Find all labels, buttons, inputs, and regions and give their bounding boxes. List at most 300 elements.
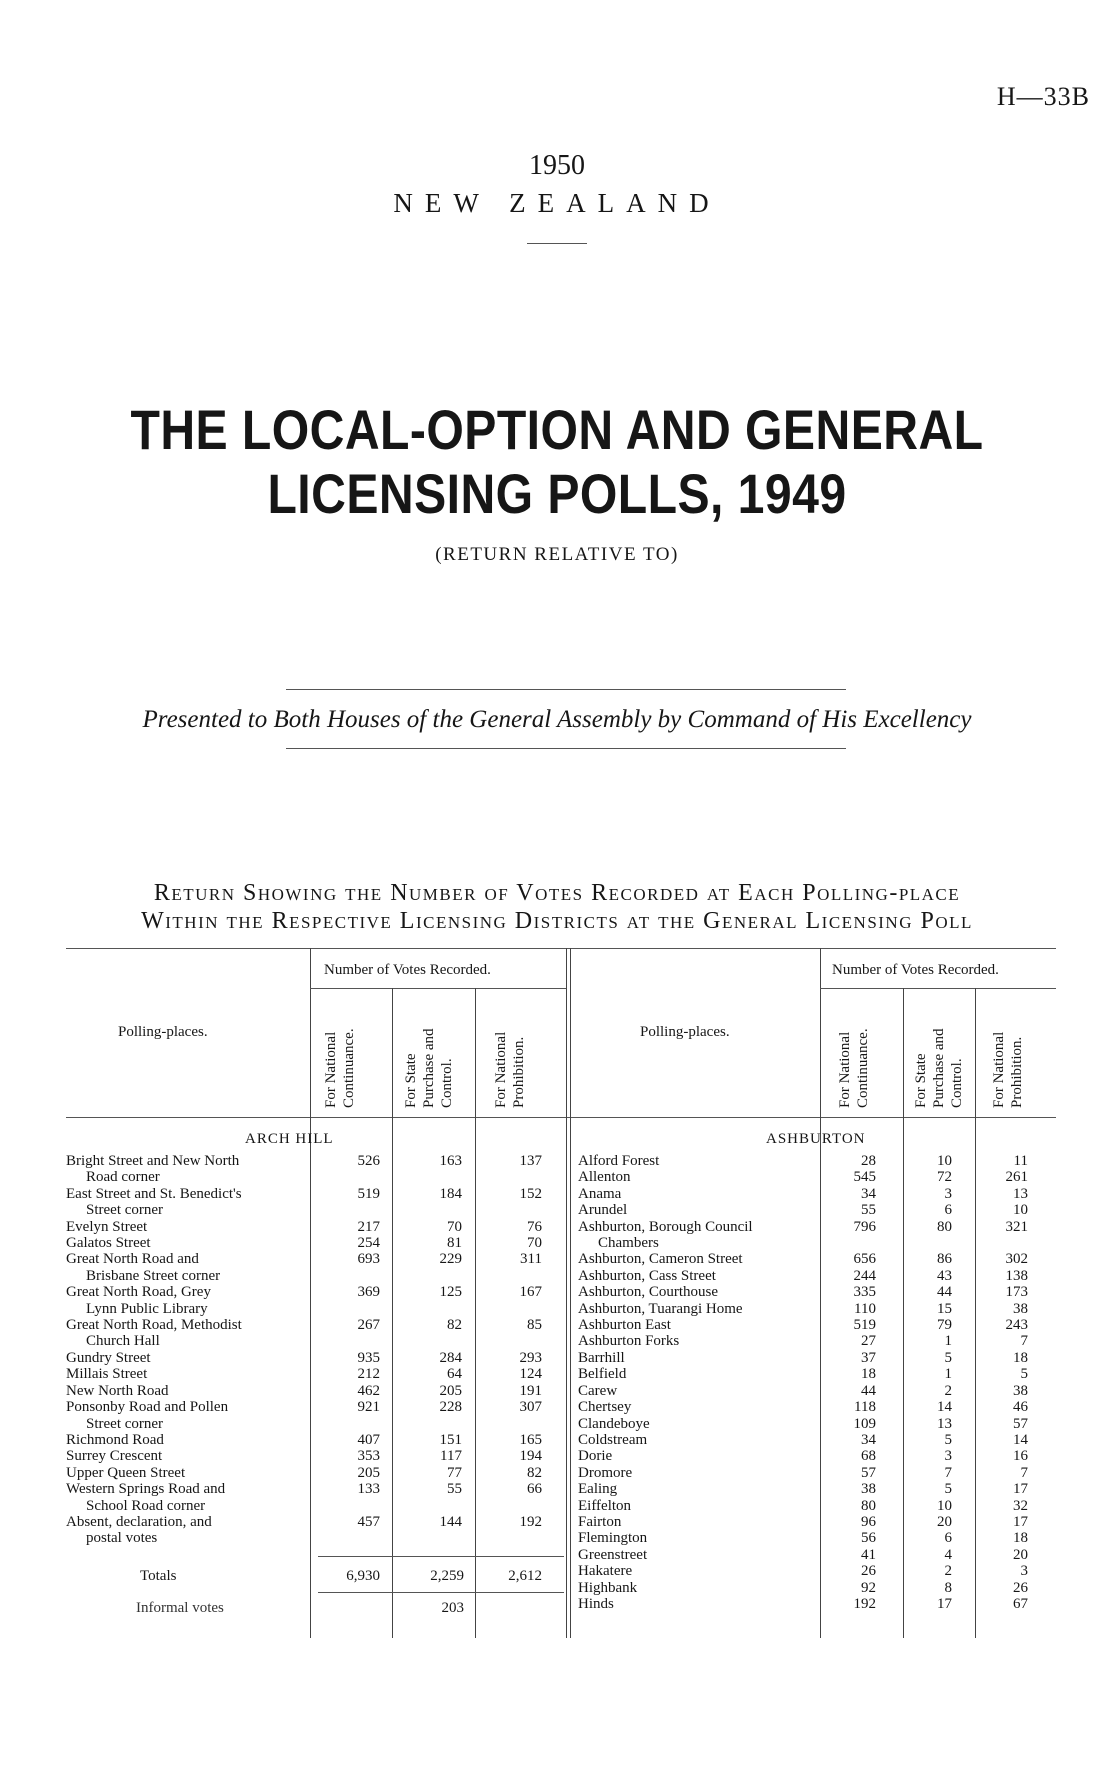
vote-count-c3: 16 (1013, 1448, 1028, 1465)
vote-count-c2: 229 (439, 1251, 462, 1268)
polling-place-name: Belfield (578, 1366, 627, 1383)
table-center-divider-2 (570, 948, 571, 1638)
vote-count-c3: 7 (1020, 1333, 1028, 1350)
table-row-continuation (66, 1333, 564, 1349)
polling-place-name: Carew (578, 1382, 618, 1399)
polling-place-name: Arundel (578, 1202, 628, 1219)
polling-place-name: Great North Road, Grey (66, 1284, 211, 1301)
vote-count-c1: 18 (861, 1366, 876, 1383)
vote-count-c3: 302 (1005, 1251, 1028, 1268)
totals-top-rule (318, 1556, 564, 1557)
vote-count-c2: 5 (944, 1349, 952, 1366)
vote-count-c1: 55 (861, 1202, 876, 1219)
document-year: 1950 (529, 150, 585, 181)
right-col1-header (836, 1028, 872, 1108)
vote-count-c3: 165 (519, 1431, 542, 1448)
vote-count-c2: 163 (439, 1153, 462, 1169)
vote-count-c1 (302, 1416, 380, 1432)
return-heading-line-2: Within the Respective Licensing Districts at the General Licensing Poll (141, 908, 973, 934)
vote-count-c1: 545 (853, 1169, 876, 1186)
vote-count-c2: 17 (937, 1595, 952, 1612)
table-row (578, 1580, 1058, 1596)
vote-count-c3 (462, 1416, 542, 1432)
vote-count-c1: 110 (854, 1300, 876, 1317)
vote-count-c1 (302, 1202, 380, 1218)
vote-count-c3: 18 (1013, 1349, 1028, 1366)
polling-place-name: Alford Forest (578, 1153, 660, 1169)
table-row (66, 1481, 564, 1497)
vote-count-c3: 243 (1005, 1317, 1028, 1334)
table-row (578, 1563, 1058, 1579)
vote-count-c2: 2 (944, 1563, 952, 1580)
col2-header-line-1: For State (913, 1053, 929, 1108)
polling-place-name: Dromore (578, 1464, 633, 1481)
vote-count-c1: 217 (357, 1218, 380, 1235)
vote-count-c2: 20 (937, 1513, 952, 1530)
vote-count-c3: 307 (519, 1399, 542, 1416)
vote-count-c3: 32 (1013, 1497, 1028, 1514)
polling-place-name: Great North Road, Methodist (66, 1317, 242, 1334)
vote-count-c3: 137 (519, 1153, 542, 1169)
vote-count-c1: 921 (357, 1399, 380, 1416)
vote-count-c3: 38 (1013, 1382, 1028, 1399)
polling-place-name: Ealing (578, 1481, 618, 1498)
vote-count-c1: 526 (357, 1153, 380, 1169)
table-row (578, 1596, 1058, 1612)
table-row-continuation (66, 1301, 564, 1317)
vote-count-c2 (380, 1498, 462, 1514)
vote-count-c2: 64 (447, 1366, 462, 1383)
col2-header-line-2: Purchase and (931, 1028, 947, 1108)
vote-count-c1: 519 (357, 1185, 380, 1202)
vote-count-c3: 192 (519, 1513, 542, 1530)
col3-header-line-2: Prohibition. (511, 1036, 527, 1108)
col2-header-line-3: Control. (439, 1058, 455, 1108)
polling-place-name: Street corner (86, 1202, 164, 1219)
polling-place-name: Hakatere (578, 1563, 633, 1580)
vote-count-c3: 17 (1013, 1513, 1028, 1530)
vote-count-c1: 96 (861, 1513, 876, 1530)
vote-count-c2: 1 (944, 1366, 952, 1383)
polling-place-name: Evelyn Street (66, 1218, 148, 1235)
table-row (578, 1284, 1058, 1300)
vote-count-c3: 46 (1013, 1399, 1028, 1416)
vote-count-c2: 125 (439, 1284, 462, 1301)
col3-header-line-1: For National (991, 1031, 1007, 1108)
vote-count-c2: 6 (944, 1530, 952, 1547)
left-polling-places-header: Polling-places. (118, 1024, 208, 1040)
vote-count-c1: 44 (861, 1382, 876, 1399)
vote-count-c1: 118 (854, 1399, 876, 1416)
vote-count-c3: 70 (527, 1235, 542, 1252)
vote-count-c3: 66 (527, 1481, 542, 1498)
col2-header-line-3: Control. (949, 1058, 965, 1108)
table-row-continuation (66, 1169, 564, 1185)
left-votes-recorded-header: Number of Votes Recorded. (324, 962, 491, 978)
vote-count-c1: 92 (861, 1579, 876, 1596)
vote-count-c1: 57 (861, 1464, 876, 1481)
document-subtitle: (RETURN RELATIVE TO) (435, 544, 679, 565)
left-col2-header (402, 1028, 456, 1108)
table-row (578, 1333, 1058, 1349)
table-header-bottom-rule (66, 1117, 1056, 1118)
vote-count-c2: 184 (439, 1185, 462, 1202)
vote-count-c1: 109 (853, 1415, 876, 1432)
right-votes-recorded-header: Number of Votes Recorded. (832, 962, 999, 978)
polling-place-name: Upper Queen Street (66, 1464, 186, 1481)
table-row (66, 1399, 564, 1415)
table-row (66, 1251, 564, 1267)
table-row (66, 1350, 564, 1366)
vote-count-c2: 10 (937, 1497, 952, 1514)
vote-count-c3: 10 (1013, 1202, 1028, 1219)
table-row (578, 1301, 1058, 1317)
vote-count-c3: 13 (1013, 1185, 1028, 1202)
vote-count-c1: 205 (357, 1464, 380, 1481)
polling-place-name: Bright Street and New North (66, 1153, 240, 1169)
vote-count-c2: 79 (937, 1317, 952, 1334)
vote-count-c2 (380, 1333, 462, 1349)
col2-header-line-1: For State (403, 1053, 419, 1108)
return-heading-line-1: Return Showing the Number of Votes Recorded at Each Polling-place (153, 880, 961, 906)
vote-count-c1: 56 (861, 1530, 876, 1547)
totals-bottom-rule (318, 1592, 564, 1593)
table-row (66, 1235, 564, 1251)
table-row (578, 1219, 1058, 1235)
table-row (66, 1186, 564, 1202)
vote-count-c2: 3 (944, 1448, 952, 1465)
vote-count-c1: 519 (853, 1317, 876, 1334)
vote-count-c3 (462, 1268, 542, 1284)
right-votes-header-rule (820, 988, 1056, 989)
polling-place-name: postal votes (86, 1530, 158, 1547)
left-table-body (66, 1153, 564, 1547)
vote-count-c1: 192 (853, 1595, 876, 1612)
table-row (578, 1448, 1058, 1464)
vote-count-c3: 167 (519, 1284, 542, 1301)
vote-count-c1 (302, 1301, 380, 1317)
vote-count-c2: 151 (439, 1431, 462, 1448)
vote-count-c1: 27 (861, 1333, 876, 1350)
vote-count-c1: 212 (357, 1366, 380, 1383)
document-title (78, 398, 1036, 526)
right-polling-places-header: Polling-places. (640, 1024, 730, 1040)
polling-place-name: Highbank (578, 1579, 638, 1596)
table-top-rule (66, 948, 1056, 949)
vote-count-c2: 13 (937, 1415, 952, 1432)
right-section-title: ASHBURTON (766, 1131, 866, 1147)
vote-count-c3: 67 (1013, 1595, 1028, 1612)
polling-place-name: Greenstreet (578, 1546, 648, 1563)
vote-count-c2: 284 (439, 1349, 462, 1366)
vote-count-c2 (380, 1268, 462, 1284)
polling-place-name: Galatos Street (66, 1235, 151, 1252)
table-row (66, 1448, 564, 1464)
vote-count-c1: 68 (861, 1448, 876, 1465)
polling-place-name: Flemington (578, 1530, 648, 1547)
polling-place-name: Dorie (578, 1448, 613, 1465)
vote-count-c2: 228 (439, 1399, 462, 1416)
vote-count-c2: 7 (944, 1464, 952, 1481)
vote-count-c2 (876, 1235, 952, 1251)
vote-count-c1: 28 (861, 1153, 876, 1169)
vote-count-c2: 70 (447, 1218, 462, 1235)
table-row-continuation (66, 1268, 564, 1284)
vote-count-c1 (302, 1333, 380, 1349)
country-heading: NEW ZEALAND (393, 188, 721, 218)
polling-place-name: Ponsonby Road and Pollen (66, 1399, 229, 1416)
left-votes-header-rule (310, 988, 566, 989)
vote-count-c2: 3 (944, 1185, 952, 1202)
polling-place-name: Surrey Crescent (66, 1448, 163, 1465)
vote-count-c1: 37 (861, 1349, 876, 1366)
table-center-divider (566, 948, 567, 1638)
polling-place-name: Ashburton, Borough Council (578, 1218, 753, 1235)
table-row (66, 1284, 564, 1300)
table-row (578, 1465, 1058, 1481)
polling-place-name: Clandeboye (578, 1415, 650, 1432)
table-row-continuation (66, 1498, 564, 1514)
vote-count-c3: 38 (1013, 1300, 1028, 1317)
vote-count-c3: 152 (519, 1185, 542, 1202)
vote-count-c2: 86 (937, 1251, 952, 1268)
table-row (578, 1268, 1058, 1284)
vote-count-c3: 138 (1005, 1267, 1028, 1284)
polling-place-name: Coldstream (578, 1431, 648, 1448)
polling-place-name: Ashburton, Tuarangi Home (578, 1300, 743, 1317)
vote-count-c2: 144 (439, 1513, 462, 1530)
vote-count-c1 (302, 1169, 380, 1185)
vote-count-c2: 55 (447, 1481, 462, 1498)
polling-place-name: Lynn Public Library (86, 1300, 208, 1317)
vote-count-c2: 205 (439, 1382, 462, 1399)
table-row (66, 1383, 564, 1399)
polling-place-name: Anama (578, 1185, 622, 1202)
col1-header-line-2: Continuance. (341, 1028, 357, 1108)
vote-count-c1 (302, 1268, 380, 1284)
totals-col3: 2,612 (508, 1568, 542, 1584)
table-row (578, 1399, 1058, 1415)
vote-count-c3: 7 (1020, 1464, 1028, 1481)
table-row (578, 1530, 1058, 1546)
vote-count-c2: 72 (937, 1169, 952, 1186)
vote-count-c1: 41 (861, 1546, 876, 1563)
vote-count-c3: 191 (519, 1382, 542, 1399)
col3-header-line-2: Prohibition. (1009, 1036, 1025, 1108)
table-row (578, 1481, 1058, 1497)
polling-place-name: Chertsey (578, 1399, 632, 1416)
vote-count-c1: 369 (357, 1284, 380, 1301)
table-row (66, 1432, 564, 1448)
polling-place-name: Road corner (86, 1169, 160, 1186)
table-row (66, 1514, 564, 1530)
polling-place-name: Ashburton Forks (578, 1333, 680, 1350)
vote-count-c3: 20 (1013, 1546, 1028, 1563)
polling-place-name: Richmond Road (66, 1431, 164, 1448)
table-row (578, 1317, 1058, 1333)
vote-count-c3: 57 (1013, 1415, 1028, 1432)
polling-place-name: Barrhill (578, 1349, 625, 1366)
vote-count-c1: 244 (853, 1267, 876, 1284)
polling-place-name: School Road corner (86, 1497, 206, 1514)
vote-count-c2: 81 (447, 1235, 462, 1252)
left-section-title: ARCH HILL (245, 1131, 334, 1147)
polling-place-name: Western Springs Road and (66, 1481, 226, 1498)
table-row (578, 1514, 1058, 1530)
vote-count-c1: 656 (853, 1251, 876, 1268)
vote-count-c2: 43 (937, 1267, 952, 1284)
vote-count-c2: 4 (944, 1546, 952, 1563)
col2-header-line-2: Purchase and (421, 1028, 437, 1108)
vote-count-c3: 17 (1013, 1481, 1028, 1498)
table-row (578, 1383, 1058, 1399)
vote-count-c3: 5 (1020, 1366, 1028, 1383)
polling-place-name: East Street and St. Benedict's (66, 1185, 242, 1202)
polling-place-name: Eiffelton (578, 1497, 632, 1514)
vote-count-c3: 18 (1013, 1530, 1028, 1547)
vote-count-c3: 261 (1005, 1169, 1028, 1186)
polling-place-name: Brisbane Street corner (86, 1267, 221, 1284)
vote-count-c1: 133 (357, 1481, 380, 1498)
table-row-continuation (66, 1530, 564, 1546)
polling-place-name: Ashburton, Cameron Street (578, 1251, 743, 1268)
totals-col2: 2,259 (430, 1568, 464, 1584)
table-row (578, 1432, 1058, 1448)
polling-place-name: New North Road (66, 1382, 169, 1399)
vote-count-c2: 8 (944, 1579, 952, 1596)
vote-count-c3 (462, 1498, 542, 1514)
vote-count-c2: 2 (944, 1382, 952, 1399)
vote-count-c1: 80 (861, 1497, 876, 1514)
vote-count-c2: 5 (944, 1481, 952, 1498)
vote-count-c3 (952, 1235, 1028, 1251)
vote-count-c2: 80 (937, 1218, 952, 1235)
vote-count-c3: 85 (527, 1317, 542, 1334)
col1-header-line-1: For National (323, 1031, 339, 1108)
vote-count-c2: 117 (440, 1448, 462, 1465)
vote-count-c3 (462, 1202, 542, 1218)
vote-count-c1: 457 (357, 1513, 380, 1530)
table-row-continuation (66, 1416, 564, 1432)
vote-count-c1: 353 (357, 1448, 380, 1465)
vote-count-c3: 82 (527, 1464, 542, 1481)
vote-count-c1: 462 (357, 1382, 380, 1399)
vote-count-c1 (302, 1530, 380, 1546)
vote-count-c1 (814, 1235, 876, 1251)
vote-count-c3: 11 (1013, 1153, 1028, 1169)
polling-place-name: Chambers (598, 1235, 659, 1252)
table-row (578, 1251, 1058, 1267)
polling-place-name: Great North Road and (66, 1251, 199, 1268)
polling-place-name: Absent, declaration, and (66, 1513, 212, 1530)
informal-votes-value: 203 (441, 1600, 464, 1616)
vote-count-c3: 321 (1005, 1218, 1028, 1235)
polling-place-name: Ashburton, Cass Street (578, 1267, 716, 1284)
left-col3-header (492, 1032, 528, 1108)
vote-count-c1: 693 (357, 1251, 380, 1268)
title-line-1: THE LOCAL-OPTION AND GENERAL (130, 398, 984, 461)
table-row (578, 1153, 1058, 1169)
left-col1-header (322, 1028, 358, 1108)
informal-votes-label: Informal votes (136, 1600, 224, 1616)
table-row-continuation (66, 1202, 564, 1218)
vote-count-c3: 76 (527, 1218, 542, 1235)
vote-count-c2 (380, 1530, 462, 1546)
table-row (66, 1317, 564, 1333)
vote-count-c2: 5 (944, 1431, 952, 1448)
table-row (578, 1202, 1058, 1218)
vote-count-c2 (380, 1169, 462, 1185)
table-row (66, 1366, 564, 1382)
table-row (578, 1366, 1058, 1382)
vote-count-c2: 10 (937, 1153, 952, 1169)
vote-count-c1: 796 (853, 1218, 876, 1235)
table-row (66, 1219, 564, 1235)
col1-header-line-1: For National (837, 1031, 853, 1108)
vote-count-c1: 335 (853, 1284, 876, 1301)
vote-count-c2: 6 (944, 1202, 952, 1219)
vote-count-c3: 194 (519, 1448, 542, 1465)
right-table-body (578, 1153, 1058, 1612)
totals-col1: 6,930 (346, 1568, 380, 1584)
polling-place-name: Millais Street (66, 1366, 148, 1383)
vote-count-c2 (380, 1301, 462, 1317)
table-row (66, 1153, 564, 1169)
table-row (66, 1465, 564, 1481)
totals-label: Totals (140, 1568, 177, 1584)
polling-place-name: Street corner (86, 1415, 164, 1432)
divider (527, 243, 587, 244)
vote-count-c3: 26 (1013, 1579, 1028, 1596)
col1-header-line-2: Continuance. (855, 1028, 871, 1108)
vote-count-c2 (380, 1416, 462, 1432)
right-col2-header (912, 1028, 966, 1108)
right-col3-header (990, 1032, 1026, 1108)
polling-place-name: Fairton (578, 1513, 622, 1530)
vote-count-c3 (462, 1530, 542, 1546)
vote-count-c3 (462, 1333, 542, 1349)
vote-count-c1 (302, 1498, 380, 1514)
vote-count-c3: 124 (519, 1366, 542, 1383)
vote-count-c3: 14 (1013, 1431, 1028, 1448)
vote-count-c2: 77 (447, 1464, 462, 1481)
table-row (578, 1547, 1058, 1563)
vote-count-c1: 267 (357, 1317, 380, 1334)
vote-count-c3: 293 (519, 1349, 542, 1366)
vote-count-c1: 34 (861, 1431, 876, 1448)
vote-count-c3: 173 (1005, 1284, 1028, 1301)
vote-count-c1: 254 (357, 1235, 380, 1252)
polling-place-name: Gundry Street (66, 1349, 151, 1366)
polling-place-name: Ashburton, Courthouse (578, 1284, 718, 1301)
vote-count-c1: 935 (357, 1349, 380, 1366)
divider (286, 689, 846, 690)
vote-count-c3: 3 (1020, 1563, 1028, 1580)
vote-count-c1: 34 (861, 1185, 876, 1202)
table-row-continuation (578, 1235, 1058, 1251)
table-row (578, 1350, 1058, 1366)
table-row (578, 1169, 1058, 1185)
vote-count-c3: 311 (520, 1251, 542, 1268)
vote-count-c2: 82 (447, 1317, 462, 1334)
vote-count-c1: 38 (861, 1481, 876, 1498)
polling-place-name: Ashburton East (578, 1317, 671, 1334)
polling-place-name: Allenton (578, 1169, 631, 1186)
presented-line: Presented to Both Houses of the General Assembly by Command of His Excellency (142, 706, 972, 733)
vote-count-c2: 15 (937, 1300, 952, 1317)
col3-header-line-1: For National (493, 1031, 509, 1108)
vote-count-c1: 26 (861, 1563, 876, 1580)
